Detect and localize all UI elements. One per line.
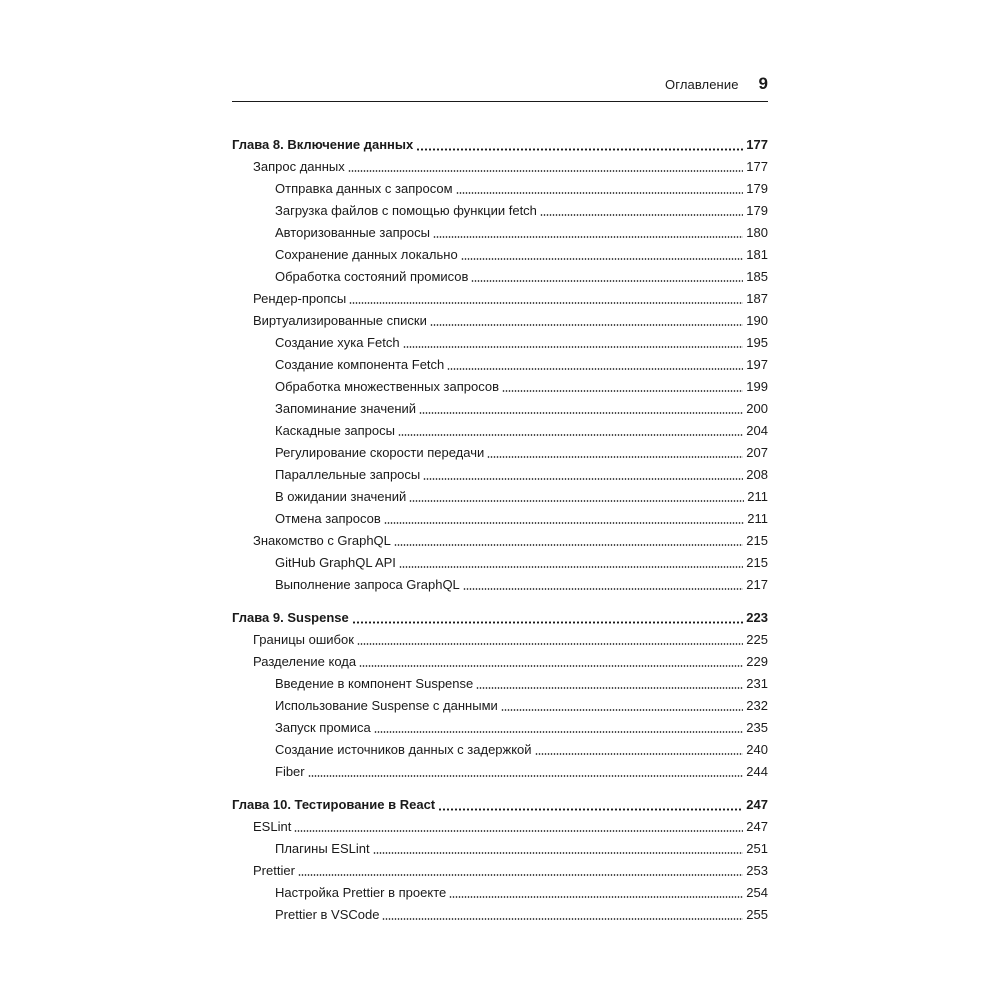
toc-chapter-block — [232, 794, 768, 926]
toc-section[interactable] — [232, 629, 768, 651]
toc-entry-title: Настройка Prettier в проекте — [275, 885, 447, 900]
toc-subsection[interactable] — [232, 717, 768, 739]
toc-entry-page: 254 — [746, 885, 768, 900]
dot-leader — [398, 434, 743, 436]
dot-leader — [394, 544, 743, 546]
page-number: 9 — [758, 74, 768, 93]
toc-entry-page: 195 — [746, 335, 768, 350]
dot-leader — [461, 258, 744, 260]
toc-chapter-heading[interactable] — [232, 794, 768, 816]
dot-leader — [348, 170, 744, 172]
toc-entry-title: Отправка данных с запросом — [275, 181, 453, 196]
toc-subsection[interactable] — [232, 200, 768, 222]
toc-subsection[interactable] — [232, 376, 768, 398]
toc-entry-title: Глава 10. Тестирование в React — [232, 797, 436, 812]
toc-subsection[interactable] — [232, 695, 768, 717]
toc-entry-page: 232 — [746, 698, 768, 713]
dot-leader — [447, 368, 743, 370]
toc-section[interactable] — [232, 530, 768, 552]
toc-entry-title: Создание хука Fetch — [275, 335, 400, 350]
toc-entry-title: Плагины ESLint — [275, 841, 370, 856]
toc-entry-page: 179 — [746, 203, 768, 218]
toc-chapter-block — [232, 607, 768, 783]
toc-entry-title: В ожидании значений — [275, 489, 407, 504]
toc-entry-page: 200 — [746, 401, 768, 416]
toc-subsection[interactable] — [232, 398, 768, 420]
toc-entry-page: 179 — [746, 181, 768, 196]
toc-subsection[interactable] — [232, 673, 768, 695]
table-of-contents — [232, 134, 768, 937]
toc-entry-page: 229 — [746, 654, 768, 669]
dot-leader — [501, 709, 744, 711]
toc-entry-title: Регулирование скорости передачи — [275, 445, 485, 460]
toc-subsection[interactable] — [232, 761, 768, 783]
running-head — [665, 74, 768, 100]
dot-leader — [399, 566, 743, 568]
toc-entry-title: Выполнение запроса GraphQL — [275, 577, 460, 592]
dot-leader — [409, 500, 744, 502]
toc-subsection[interactable] — [232, 486, 768, 508]
toc-entry-page: 240 — [746, 742, 768, 757]
dot-leader — [433, 236, 743, 238]
toc-entry-page: 231 — [746, 676, 768, 691]
toc-entry-title: Использование Suspense с данными — [275, 698, 498, 713]
toc-entry-title: Сохранение данных локально — [275, 247, 458, 262]
toc-subsection[interactable] — [232, 552, 768, 574]
toc-entry-page: 181 — [746, 247, 768, 262]
toc-subsection[interactable] — [232, 244, 768, 266]
toc-chapter-block — [232, 134, 768, 596]
toc-entry-page: 217 — [746, 577, 768, 592]
toc-section[interactable] — [232, 860, 768, 882]
toc-section[interactable] — [232, 156, 768, 178]
toc-entry-title: Запрос данных — [253, 159, 345, 174]
toc-entry-page: 204 — [746, 423, 768, 438]
toc-entry-title: Отмена запросов — [275, 511, 381, 526]
toc-section[interactable] — [232, 816, 768, 838]
toc-subsection[interactable] — [232, 420, 768, 442]
toc-subsection[interactable] — [232, 838, 768, 860]
toc-entry-page: 244 — [746, 764, 768, 779]
dot-leader — [456, 192, 744, 194]
toc-entry-page: 235 — [746, 720, 768, 735]
dot-leader — [308, 775, 744, 777]
toc-entry-title: Загрузка файлов с помощью функции fetch — [275, 203, 537, 218]
toc-entry-page: 208 — [746, 467, 768, 482]
toc-entry-title: Знакомство с GraphQL — [253, 533, 391, 548]
toc-entry-title: GitHub GraphQL API — [275, 555, 396, 570]
toc-entry-title: Введение в компонент Suspense — [275, 676, 474, 691]
running-title: Оглавление — [665, 77, 739, 92]
dot-leader — [349, 302, 743, 304]
dot-leader — [384, 522, 745, 524]
toc-subsection[interactable] — [232, 222, 768, 244]
toc-entry-title: Prettier — [253, 863, 295, 878]
toc-subsection[interactable] — [232, 904, 768, 926]
toc-subsection[interactable] — [232, 178, 768, 200]
toc-subsection[interactable] — [232, 464, 768, 486]
toc-entry-page: 215 — [746, 555, 768, 570]
toc-subsection[interactable] — [232, 442, 768, 464]
toc-entry-title: Обработка состояний промисов — [275, 269, 469, 284]
toc-entry-page: 211 — [747, 489, 768, 504]
dot-leader — [471, 280, 743, 282]
toc-section[interactable] — [232, 651, 768, 673]
toc-section[interactable] — [232, 310, 768, 332]
toc-entry-page: 247 — [746, 819, 768, 834]
toc-subsection[interactable] — [232, 266, 768, 288]
toc-chapter-heading[interactable] — [232, 134, 768, 156]
dot-leader — [476, 687, 743, 689]
toc-entry-page: 190 — [746, 313, 768, 328]
dot-leader — [438, 808, 743, 811]
toc-entry-title: Создание компонента Fetch — [275, 357, 445, 372]
toc-subsection[interactable] — [232, 574, 768, 596]
toc-entry-page: 199 — [746, 379, 768, 394]
toc-entry-title: Создание источников данных с задержкой — [275, 742, 532, 757]
toc-entry-title: ESLint — [253, 819, 292, 834]
toc-subsection[interactable] — [232, 508, 768, 530]
dot-leader — [502, 390, 743, 392]
dot-leader — [449, 896, 743, 898]
toc-entry-title: Глава 8. Включение данных — [232, 137, 414, 152]
toc-entry-title: Запуск промиса — [275, 720, 371, 735]
toc-entry-page: 211 — [747, 511, 768, 526]
toc-entry-title: Рендер-пропсы — [253, 291, 347, 306]
dot-leader — [540, 214, 743, 216]
toc-entry-title: Параллельные запросы — [275, 467, 421, 482]
toc-entry-title: Виртуализированные списки — [253, 313, 427, 328]
dot-leader — [416, 148, 743, 151]
dot-leader — [352, 621, 744, 624]
dot-leader — [374, 731, 744, 733]
toc-subsection[interactable] — [232, 739, 768, 761]
toc-entry-title: Fiber — [275, 764, 305, 779]
toc-entry-page: 177 — [746, 137, 768, 152]
toc-entry-page: 185 — [746, 269, 768, 284]
toc-subsection[interactable] — [232, 354, 768, 376]
dot-leader — [382, 918, 743, 920]
dot-leader — [294, 830, 743, 832]
dot-leader — [419, 412, 743, 414]
dot-leader — [403, 346, 744, 348]
toc-entry-page: 180 — [746, 225, 768, 240]
toc-entry-page: 251 — [746, 841, 768, 856]
toc-subsection[interactable] — [232, 882, 768, 904]
dot-leader — [463, 588, 744, 590]
toc-entry-title: Запоминание значений — [275, 401, 417, 416]
toc-chapter-heading[interactable] — [232, 607, 768, 629]
book-page — [232, 0, 768, 1000]
toc-entry-title: Prettier в VSCode — [275, 907, 380, 922]
toc-entry-page: 225 — [746, 632, 768, 647]
toc-entry-page: 197 — [746, 357, 768, 372]
header-rule — [232, 101, 768, 102]
toc-entry-page: 207 — [746, 445, 768, 460]
toc-entry-page: 177 — [746, 159, 768, 174]
toc-entry-title: Каскадные запросы — [275, 423, 395, 438]
dot-leader — [535, 753, 744, 755]
toc-entry-title: Границы ошибок — [253, 632, 354, 647]
dot-leader — [487, 456, 743, 458]
dot-leader — [359, 665, 743, 667]
dot-leader — [423, 478, 743, 480]
toc-entry-page: 253 — [746, 863, 768, 878]
toc-subsection[interactable] — [232, 332, 768, 354]
toc-entry-page: 215 — [746, 533, 768, 548]
toc-entry-page: 223 — [746, 610, 768, 625]
toc-entry-page: 255 — [746, 907, 768, 922]
toc-entry-title: Разделение кода — [253, 654, 357, 669]
dot-leader — [298, 874, 743, 876]
toc-entry-title: Глава 9. Suspense — [232, 610, 349, 625]
toc-entry-title: Обработка множественных запросов — [275, 379, 500, 394]
toc-entry-page: 247 — [746, 797, 768, 812]
dot-leader — [357, 643, 743, 645]
toc-entry-title: Авторизованные запросы — [275, 225, 430, 240]
dot-leader — [430, 324, 743, 326]
toc-entry-page: 187 — [746, 291, 768, 306]
toc-section[interactable] — [232, 288, 768, 310]
dot-leader — [373, 852, 744, 854]
